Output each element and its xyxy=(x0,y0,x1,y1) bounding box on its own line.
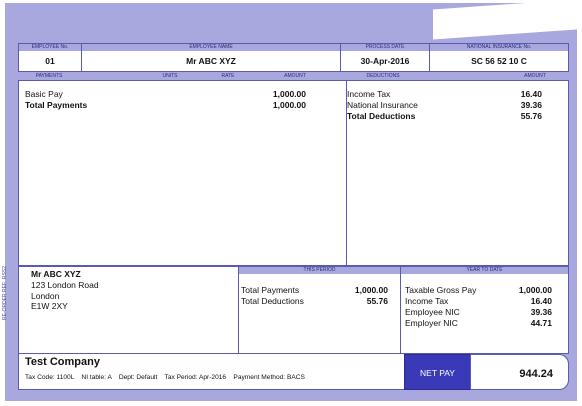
employee-no: 01 xyxy=(45,56,55,66)
payment-name: Basic Pay xyxy=(25,89,63,99)
ytd-item-name: Taxable Gross Pay xyxy=(405,285,477,295)
payment-amount: 1,000.00 xyxy=(272,100,306,110)
period-item-amount: 1,000.00 xyxy=(354,285,388,295)
employee-no-label: EMPLOYEE No. xyxy=(19,44,81,51)
ytd-item-name: Employee NIC xyxy=(405,307,460,317)
payment-amount: 1,000.00 xyxy=(272,89,306,99)
payments-amount-label: AMOUNT xyxy=(270,73,320,80)
this-period-label: THIS PERIOD xyxy=(239,267,400,274)
ytd-item-amount: 1,000.00 xyxy=(518,285,552,295)
address-line: E1W 2XY xyxy=(31,301,68,311)
period-item-name: Total Deductions xyxy=(241,296,304,306)
ytd-item-name: Income Tax xyxy=(405,296,449,306)
process-date: 30-Apr-2016 xyxy=(360,56,410,66)
rate-label: RATE xyxy=(212,73,244,80)
address-name: Mr ABC XYZ xyxy=(31,269,81,279)
ni-no-label: NATIONAL INSURANCE No. xyxy=(430,44,568,51)
company-name: Test Company xyxy=(25,356,100,368)
deductions-amount-label: AMOUNT xyxy=(510,73,560,80)
deductions-label: DEDUCTIONS xyxy=(346,73,420,80)
payment-details: Tax Code: 1100L NI table: A Dept: Default Tax Period: Apr-2016 Payment Method: BACS xyxy=(25,374,305,381)
address-line: London xyxy=(31,291,60,301)
employee-name-label: EMPLOYEE NAME xyxy=(82,44,340,51)
ni-number: SC 56 52 10 C xyxy=(471,56,527,66)
address-line: 123 London Road xyxy=(31,280,99,290)
process-date-label: PROCESS DATE xyxy=(341,44,429,51)
payments-label: PAYMENTS xyxy=(18,73,80,80)
units-label: UNITS xyxy=(150,73,190,80)
net-pay-amount: 944.24 xyxy=(519,368,553,380)
ytd-item-name: Employer NIC xyxy=(405,318,458,328)
year-to-date-label: YEAR TO DATE xyxy=(401,267,568,274)
net-pay-label: NET PAY xyxy=(420,368,455,378)
period-item-amount: 55.76 xyxy=(366,296,388,306)
deduction-name: Total Deductions xyxy=(347,111,416,121)
ytd-item-amount: 39.36 xyxy=(530,307,552,317)
deduction-amount: 39.36 xyxy=(520,100,542,110)
deduction-name: National Insurance xyxy=(347,100,418,110)
deduction-amount: 55.76 xyxy=(520,111,542,121)
deduction-name: Income Tax xyxy=(347,89,391,99)
payment-name: Total Payments xyxy=(25,100,88,110)
deduction-amount: 16.40 xyxy=(520,89,542,99)
divider xyxy=(400,266,401,354)
employee-name: Mr ABC XYZ xyxy=(186,56,236,66)
divider xyxy=(238,266,239,354)
period-item-name: Total Payments xyxy=(241,285,300,295)
ytd-item-amount: 16.40 xyxy=(530,296,552,306)
side-reference: RE-ORDER REF: RSS2 xyxy=(2,266,8,320)
page-fold xyxy=(433,0,582,39)
ytd-item-amount: 44.71 xyxy=(530,318,552,328)
